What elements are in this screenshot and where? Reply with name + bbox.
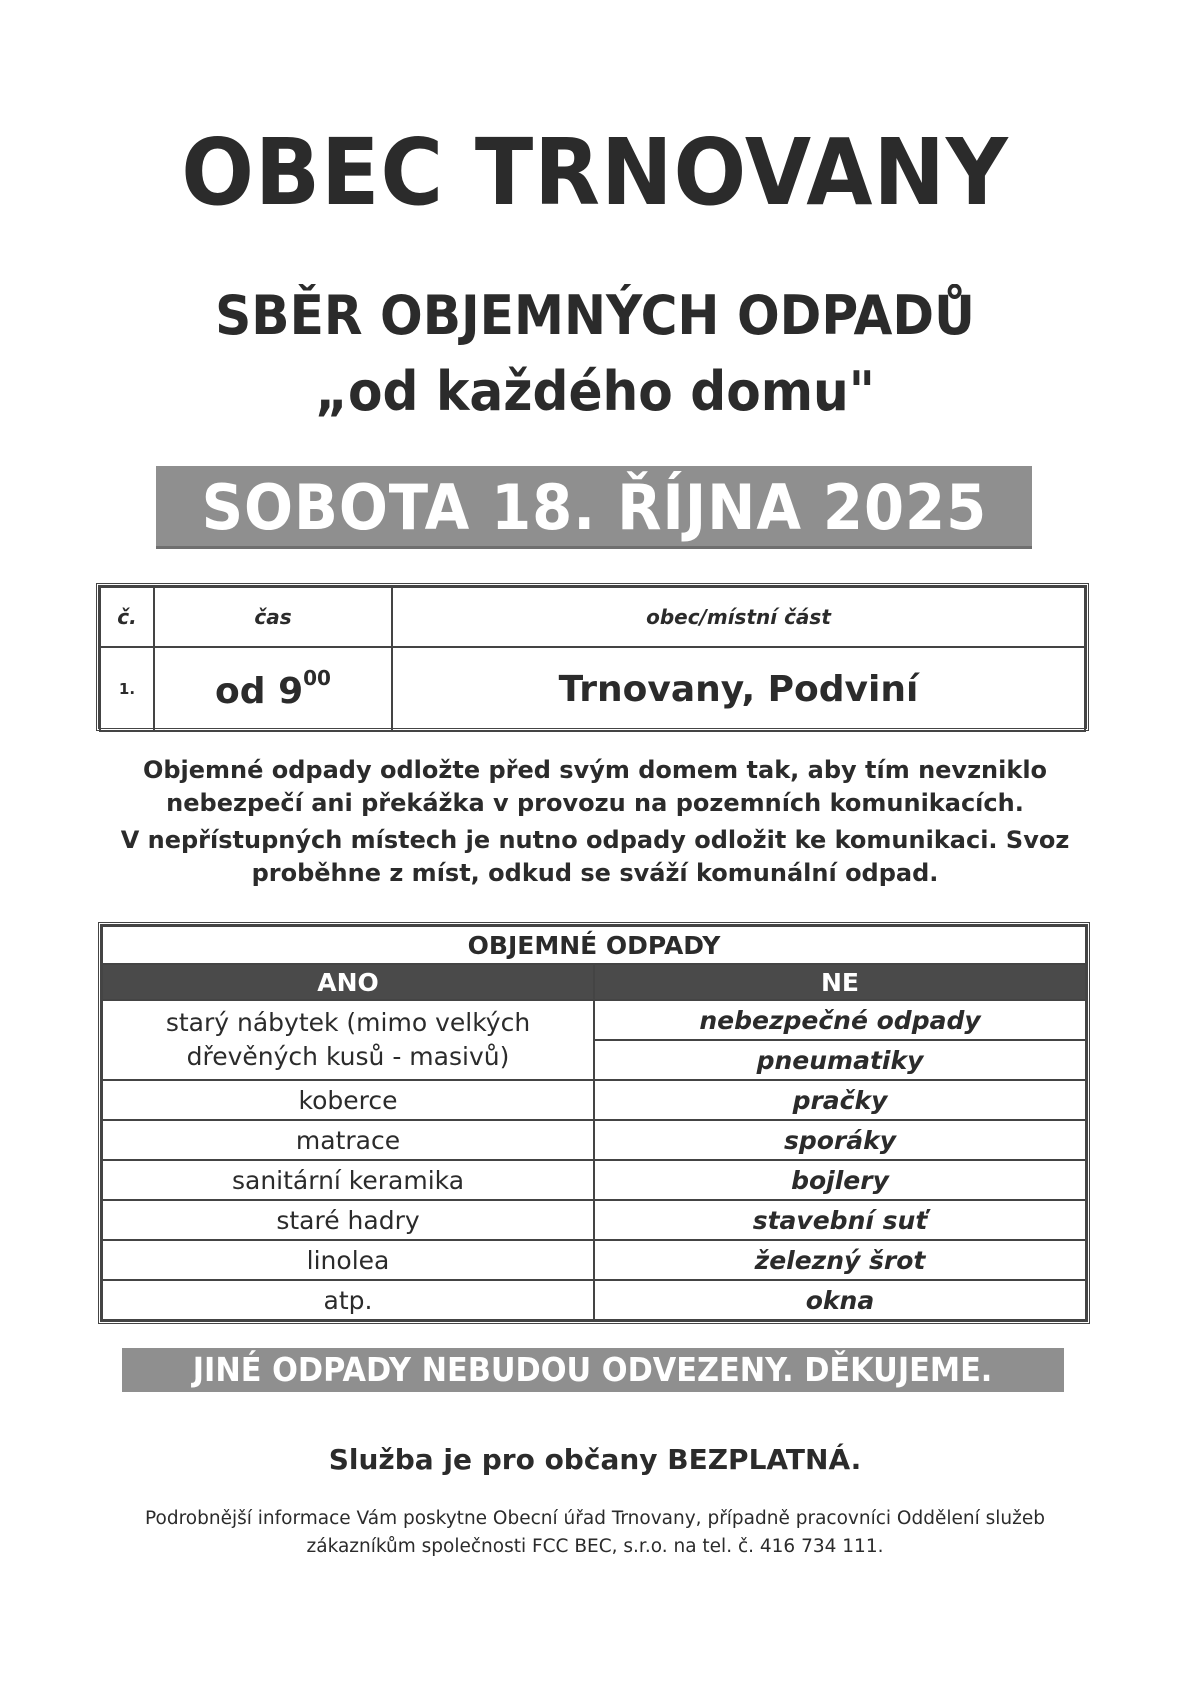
yes-item: linolea <box>102 1240 594 1280</box>
yes-item: staré hadry <box>102 1200 594 1240</box>
no-item: nebezpečné odpady <box>594 1000 1086 1040</box>
waste-row <box>102 1280 1086 1320</box>
time-hour: od 9 <box>215 671 304 712</box>
instructions <box>100 754 1090 894</box>
schedule-header-row <box>100 587 1085 647</box>
no-item: bojlery <box>594 1160 1086 1200</box>
no-item: sporáky <box>594 1120 1086 1160</box>
yes-item: koberce <box>102 1080 594 1120</box>
row-place: Trnovany, Podviní <box>392 647 1085 731</box>
no-item: železný šrot <box>594 1240 1086 1280</box>
page-title: OBEC TRNOVANY <box>181 119 1009 226</box>
yes-item: matrace <box>102 1120 594 1160</box>
waste-row <box>102 1240 1086 1280</box>
time-minutes: 00 <box>303 666 331 690</box>
closing-text: JINÉ ODPADY NEBUDOU ODVEZENY. DĚKUJEME. <box>193 1350 993 1389</box>
waste-row <box>102 1200 1086 1240</box>
free-service-notice: Služba je pro občany BEZPLATNÁ. <box>328 1443 862 1476</box>
row-number: 1. <box>100 647 154 731</box>
waste-table <box>98 922 1090 1324</box>
instructions-paragraph-2: V nepřístupných místech je nutno odpady odložit ke komunikaci. Svoz proběhne z míst, odkud se sváží komunální odpad. <box>120 826 1070 887</box>
closing-banner <box>122 1348 1064 1392</box>
column-no: NE <box>594 964 1086 1000</box>
date-text: SOBOTA 18. ŘÍJNA 2025 <box>201 471 987 544</box>
no-item: pneumatiky <box>594 1040 1086 1080</box>
waste-row <box>102 1120 1086 1160</box>
footer-contact-info: Podrobnější informace Vám poskytne Obecní úřad Trnovany, případně pracovníci Oddělení služeb zákazníkům společnosti FCC BEC, s.r.o. na tel. č. 416 734 111. <box>145 1508 1045 1557</box>
header-number: č. <box>100 587 154 647</box>
date-banner <box>156 466 1032 549</box>
schedule-row <box>100 647 1085 731</box>
waste-table-caption: OBJEMNÉ ODPADY <box>102 926 1086 964</box>
yes-item: starý nábytek (mimo velkých dřevěných kusů - masivů) <box>102 1000 594 1080</box>
yes-item: sanitární keramika <box>102 1160 594 1200</box>
waste-table-caption-row <box>102 926 1086 964</box>
header-time: čas <box>154 587 392 647</box>
schedule-table <box>96 583 1089 731</box>
subtitle-quote: „od každého domu" <box>315 360 875 423</box>
subtitle: SBĚR OBJEMNÝCH ODPADŮ <box>215 284 975 347</box>
yes-item: atp. <box>102 1280 594 1320</box>
row-time <box>154 647 392 731</box>
waste-row <box>102 1080 1086 1120</box>
no-item: stavební suť <box>594 1200 1086 1240</box>
no-item: okna <box>594 1280 1086 1320</box>
waste-row <box>102 1160 1086 1200</box>
waste-row <box>102 1000 1086 1040</box>
no-item: pračky <box>594 1080 1086 1120</box>
instructions-paragraph-1: Objemné odpady odložte před svým domem tak, aby tím nevzniklo nebezpečí ani překážka v provozu na pozemních komunikacích. <box>142 756 1048 817</box>
column-yes: ANO <box>102 964 594 1000</box>
header-place: obec/místní část <box>392 587 1085 647</box>
waste-table-header-row <box>102 964 1086 1000</box>
